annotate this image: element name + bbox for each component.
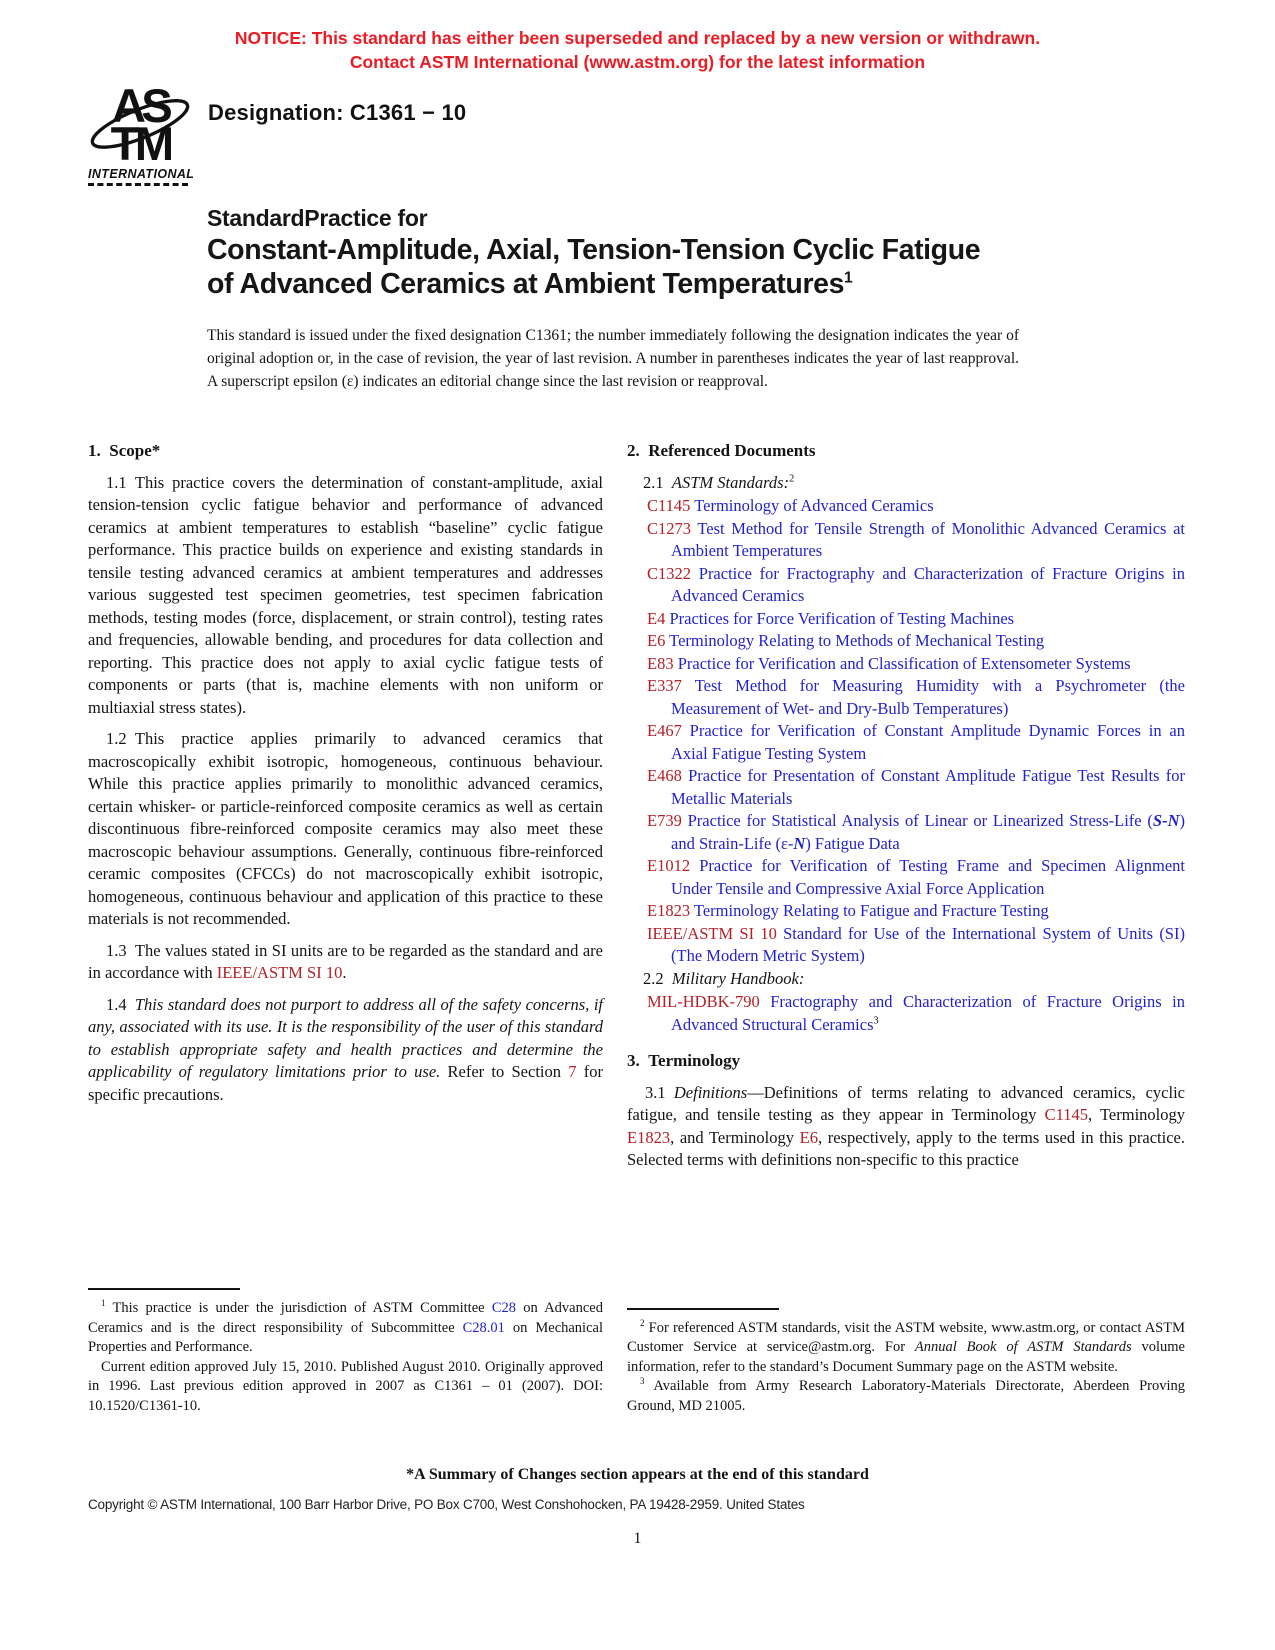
footnote-marker: 3 — [640, 1376, 645, 1387]
reference-link[interactable]: C1322 — [647, 563, 692, 583]
paragraph-1-1: 1.1 This practice covers the determination of constant-amplitude, axial tension-tension cyclic fatigue behavior and performance of advanced ceramics at ambient temperatures to establish “baseline” cyclic fatigue performance. This practice builds on experience and existing standards in tensile testing advanced ceramics at ambient temperatures and addresses various suggested test specimen geometries, test specimen fabrication methods, testing modes (force, displacement, or strain control), testing rates and frequencies, allowable bending, and procedures for data collection and reporting. This practice does not apply to axial cyclic fatigue tests of components or parts (that is, machine elements with non uniform or multiaxial stress states). — [88, 472, 603, 717]
reference-link[interactable]: IEEE/ASTM SI 10 — [216, 963, 343, 982]
text-segment: 3.1 — [645, 1082, 674, 1102]
reference-link[interactable]: Practices for Force Verification of Testing Machines — [665, 608, 1015, 628]
title-line-2 — [207, 267, 1047, 301]
right-footnotes — [627, 1308, 1185, 1417]
astm-globe-icon — [88, 82, 192, 164]
reference-link[interactable]: C1273 — [647, 518, 692, 538]
footnote-marker: 1 — [101, 1298, 106, 1309]
body-columns — [88, 438, 1185, 1416]
subsection-2-2 — [627, 968, 1185, 991]
reference-link[interactable]: E468 — [647, 766, 682, 785]
title-line-2-text: of Advanced Ceramics at Ambient Temperatures — [207, 268, 845, 300]
text-segment: for specific precautions. — [88, 1062, 603, 1104]
reference-link[interactable]: Practice for Verification of Constant Amplitude Dynamic Forces in an Axial Fatigue Testing System — [671, 721, 1185, 763]
reference-link[interactable]: N — [793, 833, 806, 853]
reference-item — [627, 630, 1185, 653]
text-segment: 1.3 The values stated in SI units are to be regarded as the standard and are in accordance with — [88, 940, 603, 982]
reference-item — [627, 495, 1185, 518]
reference-link[interactable]: Practice for Verification of Testing Frame and Specimen Alignment Under Tensile and Compressive Axial Force Application — [671, 856, 1185, 898]
text-segment: volume information, refer to the standard’s Document Summary page on the ASTM website. — [627, 1339, 1185, 1375]
footnote-rule-right — [627, 1308, 779, 1310]
reference-item — [627, 765, 1185, 810]
reference-link[interactable]: C28.01 — [462, 1319, 505, 1336]
reference-item — [627, 855, 1185, 900]
title-footnote-marker: 1 — [844, 269, 853, 287]
footnote-marker: 3 — [873, 1015, 879, 1026]
text-segment: Definitions — [673, 1082, 748, 1102]
reference-link[interactable]: Practice for Statistical Analysis of Linear or Linearized Stress-Life ( — [681, 811, 1153, 830]
title-intro: StandardPractice for — [207, 205, 428, 231]
text-segment: , and Terminology — [670, 1127, 800, 1147]
reference-link[interactable]: E4 — [647, 608, 666, 628]
logo-row-1: AS — [111, 82, 169, 134]
footnote-marker: 2 — [789, 473, 795, 484]
footnote-1-continued: Current edition approved July 15, 2010. Published August 2010. Originally approved in 1996. Last previous edition approved in 2007 as C1361 – 01 (2007). DOI: 10.1520/C1361-10. — [88, 1358, 603, 1414]
military-handbook-list — [627, 991, 1185, 1036]
superseded-notice — [60, 27, 1215, 74]
text-segment: 2.2 — [643, 968, 672, 988]
logo-underline — [88, 183, 188, 186]
text-segment: . — [342, 963, 347, 982]
reference-link[interactable]: E6 — [799, 1127, 818, 1147]
notice-line-1: NOTICE: This standard has either been superseded and replaced by a new version or withdrawn. — [234, 28, 1041, 48]
reference-link[interactable]: C1145 — [647, 496, 691, 515]
paragraph-1-2: 1.2 This practice applies primarily to advanced ceramics that macroscopically exhibit isotropic, homogeneous, continuous behaviour. While this practice applies primarily to monolithic advanced ceramics, certain whisker- or particle-reinforced composite ceramics as well as certain discontinuous fibre-reinforced composite ceramics may also meet these macroscopic behaviour assumptions. Generally, continuous fibre-reinforced ceramic composites (CFCCs) do not macroscopically exhibit isotropic, homogeneous, continuous behaviour and application of this practice to these materials is not recommended. — [88, 729, 603, 928]
reference-link[interactable]: E467 — [647, 721, 682, 740]
reference-item — [627, 675, 1185, 720]
reference-link[interactable]: IEEE/ASTM SI 10 — [647, 923, 777, 943]
reference-link[interactable]: Practice for Fractography and Characterization of Fracture Origins in Advanced Ceramics — [671, 563, 1185, 605]
left-column — [88, 438, 603, 1416]
reference-link[interactable]: Terminology of Advanced Ceramics — [690, 496, 934, 515]
copyright-line: Copyright © ASTM International, 100 Barr Harbor Drive, PO Box C700, West Conshohocken, PA 19428-2959. United States — [88, 1497, 805, 1512]
reference-item — [627, 991, 1185, 1036]
reference-link[interactable]: C28 — [491, 1300, 517, 1316]
footnote-rule-left — [88, 1288, 240, 1290]
text-segment: Refer to Section — [440, 1062, 569, 1081]
text-segment: This standard does not purport to address all of the safety concerns, if any, associated with its use. It is the responsibility of the user of this standard to establish appropriate safety and health practices and determine the applicability of regulatory limitations prior to use. — [88, 994, 603, 1081]
section-2-heading: 2. Referenced Documents — [627, 441, 816, 460]
text-segment: Annual Book of ASTM Standards — [914, 1339, 1132, 1355]
reference-link[interactable]: E1012 — [647, 856, 691, 875]
reference-link[interactable]: E1823 — [627, 1127, 671, 1147]
footnote-2 — [627, 1319, 1185, 1378]
left-footnotes — [88, 1288, 603, 1416]
footnote-marker: 2 — [640, 1317, 645, 1328]
astm-standards-list — [627, 495, 1185, 968]
issuance-note: This standard is issued under the fixed designation C1361; the number immediately following the designation indicates the year of original adoption or, in the case of revision, the year of last revision. A number in parentheses indicates the year of last reapproval. A superscript epsilon (ε) indicates an editorial change since the last revision or reapproval. — [207, 327, 1019, 390]
reference-link[interactable]: E83 — [647, 653, 674, 673]
reference-link[interactable]: Standard for Use of the International System of Units (SI) (The Modern Metric System) — [671, 923, 1185, 965]
designation: Designation: C1361 − 10 — [208, 100, 467, 125]
text-segment: , Terminology — [1088, 1105, 1185, 1124]
reference-item — [627, 518, 1185, 563]
reference-link[interactable]: MIL-HDBK-790 — [647, 992, 760, 1011]
footnote-3 — [627, 1377, 1185, 1416]
paragraph-1-3 — [88, 940, 603, 985]
reference-link[interactable]: E337 — [647, 676, 682, 695]
text-segment: For referenced ASTM standards, visit the ASTM website, www.astm.org, or contact ASTM Customer Service at service@astm.org. For — [627, 1319, 1185, 1355]
text-segment: Military Handbook: — [671, 968, 805, 988]
reference-item — [627, 810, 1185, 855]
text-segment: This practice is under the jurisdiction of ASTM Committee — [105, 1300, 492, 1316]
reference-item — [627, 653, 1185, 676]
text-segment: Available from Army Research Laboratory-Materials Directorate, Aberdeen Proving Ground, MD 21005. — [627, 1378, 1185, 1414]
reference-item — [627, 900, 1185, 923]
reference-link[interactable]: C1145 — [1044, 1105, 1089, 1124]
text-segment: ASTM Standards: — [671, 472, 790, 492]
reference-item — [627, 923, 1185, 968]
reference-link[interactable]: 7 — [568, 1062, 577, 1081]
section-1-heading: 1. Scope* — [88, 441, 161, 460]
reference-link[interactable]: Fractography and Characterization of Fracture Origins in Advanced Structural Ceramics — [671, 992, 1185, 1034]
right-column — [627, 438, 1185, 1416]
reference-item — [627, 563, 1185, 608]
astm-logo — [88, 82, 196, 186]
reference-link[interactable]: E739 — [647, 811, 682, 830]
paragraph-1-4 — [88, 994, 603, 1107]
summary-of-changes-note: *A Summary of Changes section appears at the end of this standard — [406, 1466, 869, 1483]
reference-link[interactable]: E1823 — [647, 901, 691, 920]
text-segment: —Definitions of terms relating to advanced ceramics, cyclic fatigue, and tensile testing as they appear in Terminology — [627, 1082, 1185, 1124]
reference-item — [627, 720, 1185, 765]
logo-row-2: TM — [110, 117, 170, 164]
text-segment: , respectively, apply to the terms used in this practice. Selected terms with definitions non-specific to this practice — [627, 1127, 1185, 1169]
page-number: 1 — [633, 1530, 642, 1547]
reference-link[interactable]: Terminology Relating to Methods of Mechanical Testing — [665, 631, 1045, 650]
text-segment: on Advanced Ceramics and is the direct responsibility of Subcommittee — [88, 1300, 603, 1336]
notice-line-2: Contact ASTM International (www.astm.org) for the latest information — [349, 51, 926, 72]
logo-international-label: INTERNATIONAL — [88, 167, 195, 181]
text-segment: 1.4 — [106, 994, 135, 1014]
reference-link[interactable]: ) and Strain-Life (ε- — [671, 811, 1185, 853]
reference-link[interactable]: Test Method for Tensile Strength of Monolithic Advanced Ceramics at Ambient Temperatures — [671, 518, 1185, 560]
reference-link[interactable]: ) Fatigue Data — [805, 833, 900, 853]
reference-link[interactable]: E6 — [647, 631, 666, 650]
footnote-1 — [88, 1299, 603, 1358]
document-title — [207, 203, 1047, 301]
reference-link[interactable]: Test Method for Measuring Humidity with a Psychrometer (the Measurement of Wet- and Dry-Bulb Temperatures) — [671, 676, 1185, 718]
reference-link[interactable]: S-N — [1152, 811, 1180, 830]
text-segment: on Mechanical Properties and Performance. — [88, 1319, 603, 1355]
subsection-2-1 — [627, 472, 1185, 495]
section-3-heading: 3. Terminology — [627, 1051, 741, 1070]
reference-link[interactable]: Practice for Verification and Classification of Extensometer Systems — [673, 653, 1131, 673]
reference-link[interactable]: Terminology Relating to Fatigue and Fracture Testing — [690, 901, 1049, 920]
reference-item — [627, 608, 1185, 631]
title-line-1: Constant-Amplitude, Axial, Tension-Tension Cyclic Fatigue — [207, 234, 981, 266]
text-segment: 2.1 — [643, 472, 672, 492]
paragraph-3-1 — [627, 1082, 1185, 1172]
reference-link[interactable]: Practice for Presentation of Constant Amplitude Fatigue Test Results for Metallic Materials — [671, 766, 1185, 808]
